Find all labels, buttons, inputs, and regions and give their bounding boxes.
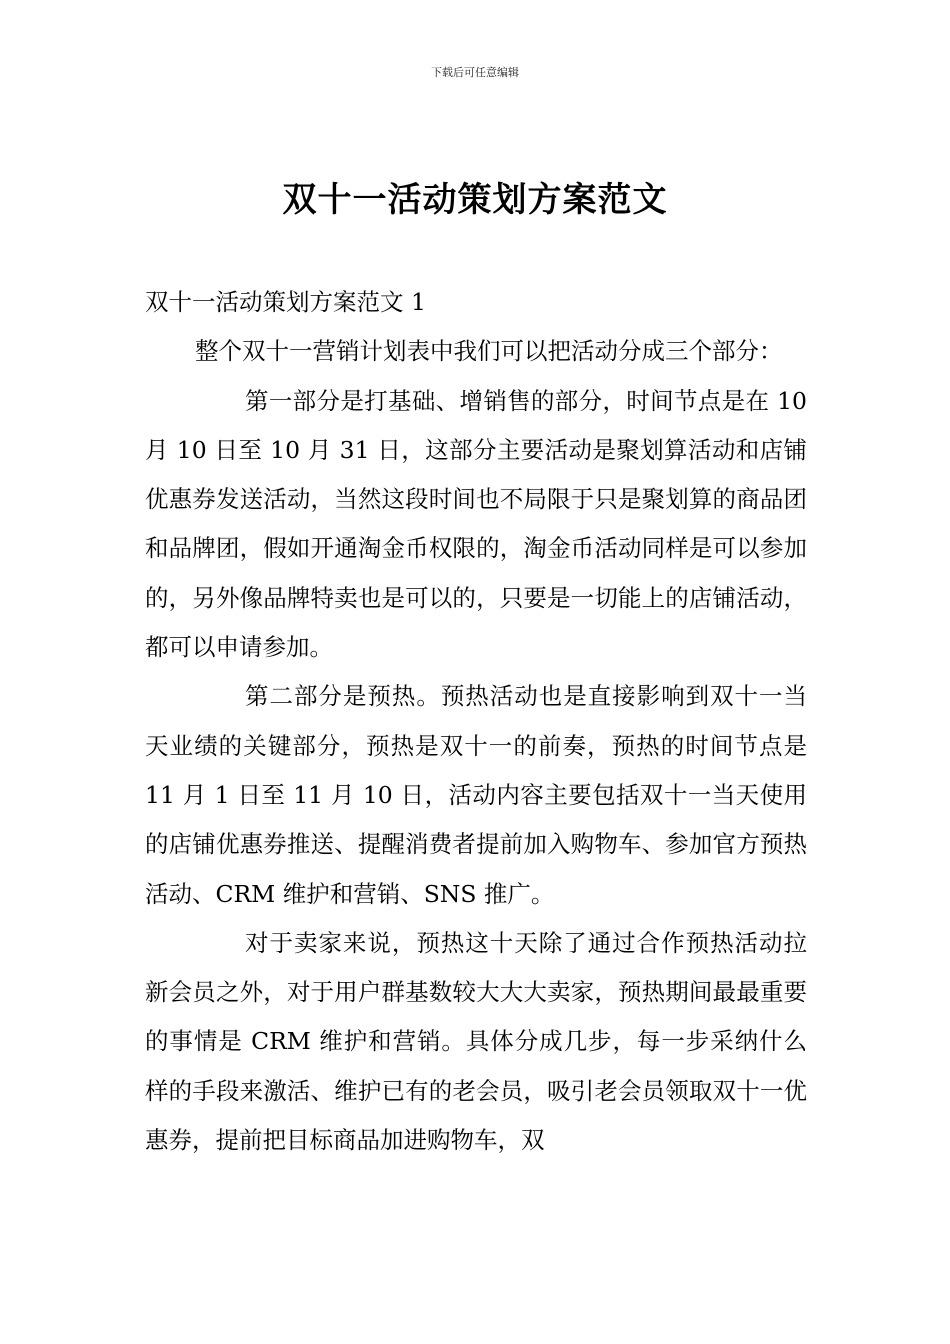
paragraph-intro: 整个双十一营销计划表中我们可以把活动分成三个部分：	[195, 337, 783, 366]
paragraph-part-two: 第二部分是预热。预热活动也是直接影响到双十一当天业绩的关键部分，预热是双十一的前奏，预热的时间节点是 11 月 1 日至 11 月 10 日，活动内容主要包括双十一当天使用的店铺优惠券推送、提醒消费者提前加入购物车、参加官方预热活动、CRM 维护和营销、SNS 推广。	[145, 682, 807, 908]
section-subheading: 双十一活动策划方案范文 1	[145, 288, 426, 316]
document-title: 双十一活动策划方案范文	[282, 180, 668, 220]
page-header-note: 下载后可任意编辑	[431, 66, 519, 79]
document-body	[145, 278, 807, 1165]
paragraph-part-one: 第一部分是打基础、增销售的部分，时间节点是在 10 月 10 日至 10 月 31 日，这部分主要活动是聚划算活动和店铺优惠券发送活动，当然这段时间也不局限于只是聚划算的商品团和品牌团，假如开通淘金币权限的，淘金币活动同样是可以参加的，另外像品牌特卖也是可以的，只要是一切能上的店铺活动，都可以申请参加。	[145, 386, 807, 662]
paragraph-seller-notes: 对于卖家来说，预热这十天除了通过合作预热活动拉新会员之外，对于用户群基数较大大大卖家，预热期间最最重要的事情是 CRM 维护和营销。具体分成几步，每一步采纳什么样的手段来激活、维护已有的老会员，吸引老会员领取双十一优惠券，提前把目标商品加进购物车，双	[145, 928, 807, 1155]
